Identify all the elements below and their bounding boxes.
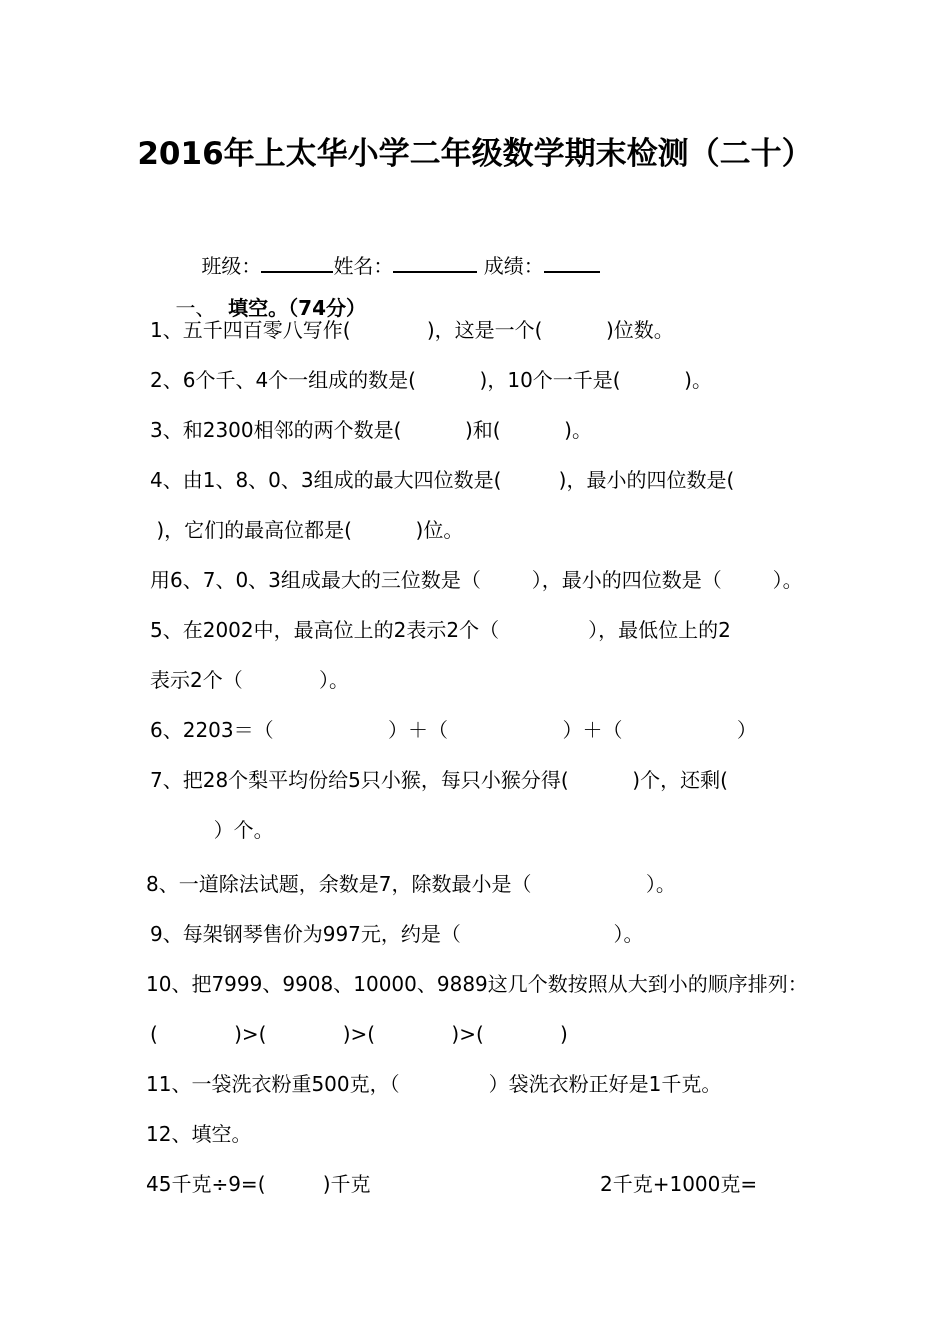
score-blank[interactable] (544, 253, 600, 273)
question-11: 11、一袋洗衣粉重500克，（ ）袋洗衣粉正好是1千克。 (146, 1072, 722, 1096)
question-3: 3、和2300相邻的两个数是( )和( )。 (150, 418, 592, 442)
question-6: 6、2203＝（ ）＋（ ）＋（ ） (150, 718, 757, 742)
question-12-right: 2千克+1000克= (600, 1172, 758, 1196)
question-8: 8、一道除法试题，余数是7，除数最小是（ ）。 (146, 872, 676, 896)
question-4-line-3: 用6、7、0、3组成最大的三位数是（ ），最小的四位数是（ ）。 (150, 568, 803, 592)
question-5-line-2: 表示2个（ ）。 (150, 668, 350, 692)
question-4-line-2: )，它们的最高位都是( )位。 (150, 518, 464, 542)
question-5-line-1: 5、在2002中，最高位上的2表示2个（ ），最低位上的2 (150, 618, 731, 642)
class-label: 班级： (201, 254, 262, 278)
question-9: 9、每架钢琴售价为997元，约是（ ）。 (150, 922, 644, 946)
score-label: 成绩： (483, 254, 544, 278)
question-10-line-1: 10、把7999、9908、10000、9889这几个数按照从大到小的顺序排列： (146, 972, 808, 996)
question-1: 1、五千四百零八写作( )，这是一个( )位数。 (150, 318, 674, 342)
question-2: 2、6个千、4个一组成的数是( )，10个一千是( )。 (150, 368, 712, 392)
question-4-line-1: 4、由1、8、0、3组成的最大四位数是( )，最小的四位数是( (150, 468, 735, 492)
name-label: 姓名： (333, 254, 394, 278)
name-blank[interactable] (393, 253, 477, 273)
section-number: 一、 (175, 296, 216, 320)
question-12: 12、填空。 (146, 1122, 252, 1146)
section-title: 填空。（74分） (228, 296, 366, 320)
question-12-left: 45千克÷9=( )千克 (146, 1172, 371, 1196)
question-7-line-2: ）个。 (150, 818, 274, 842)
question-10-line-2: ( )>( )>( )>( ) (150, 1022, 568, 1046)
page-title: 2016年上太华小学二年级数学期末检测（二十） (137, 136, 813, 172)
question-7-line-1: 7、把28个梨平均份给5只小猴，每只小猴分得( )个，还剩( (150, 768, 728, 792)
